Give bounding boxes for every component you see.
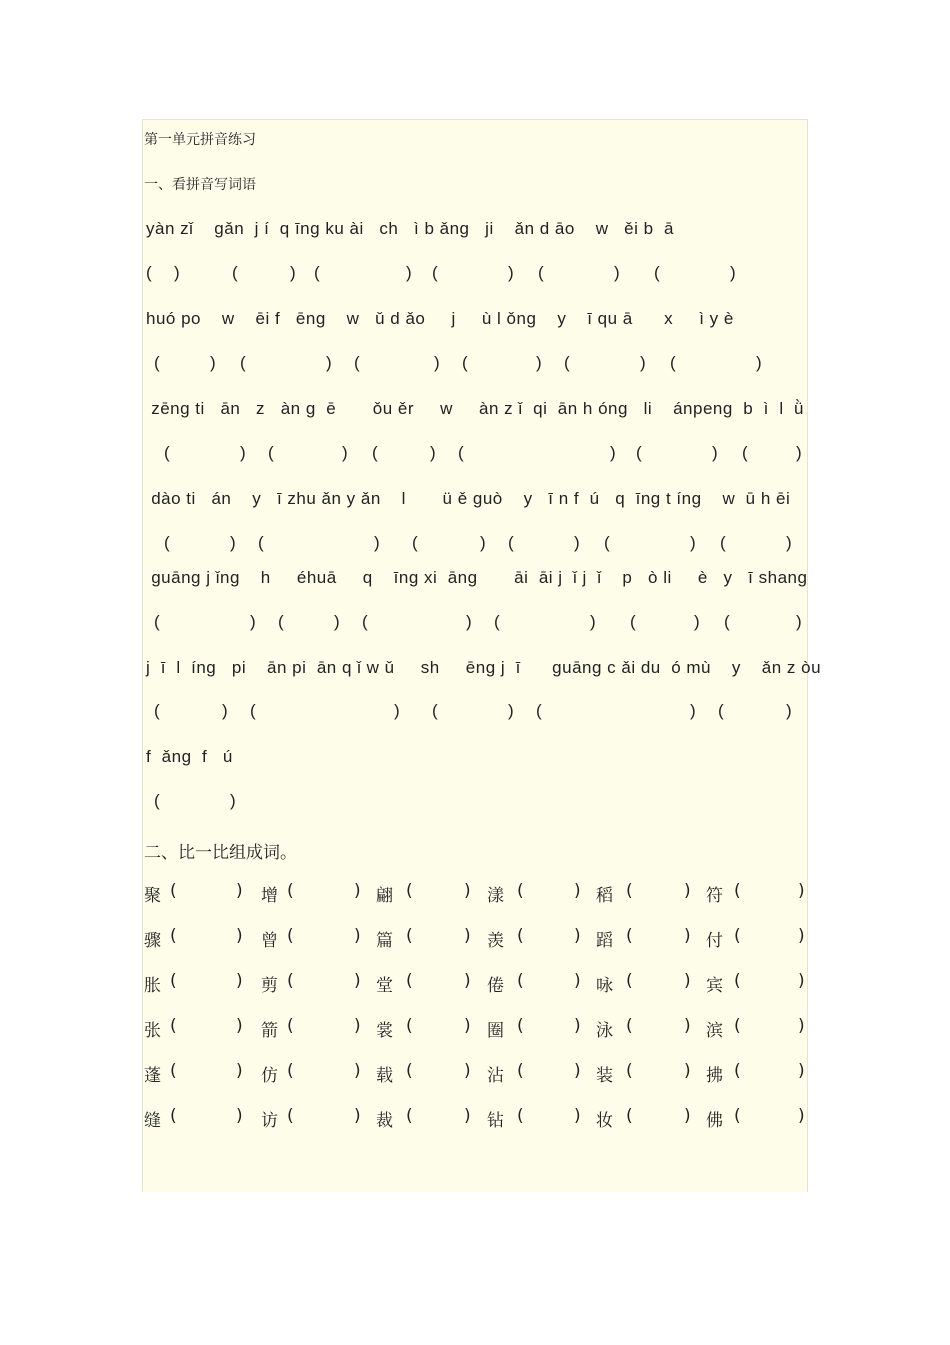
open-paren: (	[314, 263, 320, 282]
open-paren: (	[626, 971, 633, 991]
open-paren: (	[258, 533, 264, 552]
open-paren: (	[626, 926, 633, 946]
compare-character: 增	[261, 886, 278, 906]
close-paren: )	[684, 1106, 691, 1126]
close-paren: )	[222, 701, 228, 720]
open-paren: (	[287, 1016, 294, 1036]
close-paren: )	[574, 533, 580, 552]
close-paren: )	[684, 926, 691, 946]
open-paren: (	[170, 1016, 177, 1036]
open-paren: (	[287, 1061, 294, 1081]
compare-character: 骤	[144, 931, 161, 951]
compare-row	[144, 1016, 808, 1042]
close-paren: )	[610, 443, 616, 462]
compare-character: 聚	[144, 886, 161, 906]
close-paren: )	[684, 1016, 691, 1036]
open-paren: (	[287, 971, 294, 991]
open-paren: (	[670, 353, 676, 372]
close-paren: )	[798, 881, 805, 901]
open-paren: (	[406, 971, 413, 991]
close-paren: )	[430, 443, 436, 462]
answer-paren-row	[146, 443, 806, 467]
open-paren: (	[406, 881, 413, 901]
open-paren: (	[432, 263, 438, 282]
open-paren: (	[154, 791, 160, 810]
open-paren: (	[406, 1016, 413, 1036]
close-paren: )	[796, 612, 802, 631]
open-paren: (	[170, 1106, 177, 1126]
answer-paren-row	[146, 791, 806, 815]
close-paren: )	[236, 1016, 243, 1036]
pinyin-row: guāng j ǐng h éhuā q īng xi āng āi āi j ǐ j ǐ p ò li è y ī shang	[146, 568, 808, 587]
close-paren: )	[464, 971, 471, 991]
open-paren: (	[287, 881, 294, 901]
close-paren: )	[354, 881, 361, 901]
close-paren: )	[574, 926, 581, 946]
close-paren: )	[798, 1016, 805, 1036]
pinyin-row: zēng ti ān z àn g ē ǒu ěr w àn z ǐ qi ān h óng li ánpeng b ì l ǜ	[146, 399, 805, 418]
open-paren: (	[742, 443, 748, 462]
compare-row	[144, 971, 808, 997]
open-paren: (	[724, 612, 730, 631]
answer-paren-row	[146, 701, 806, 725]
close-paren: )	[354, 1016, 361, 1036]
open-paren: (	[250, 701, 256, 720]
open-paren: (	[154, 701, 160, 720]
open-paren: (	[734, 1061, 741, 1081]
open-paren: (	[146, 263, 152, 282]
open-paren: (	[287, 926, 294, 946]
open-paren: (	[458, 443, 464, 462]
close-paren: )	[464, 1106, 471, 1126]
compare-character: 缝	[144, 1111, 161, 1131]
open-paren: (	[164, 443, 170, 462]
open-paren: (	[538, 263, 544, 282]
close-paren: )	[236, 881, 243, 901]
open-paren: (	[720, 533, 726, 552]
open-paren: (	[564, 353, 570, 372]
open-paren: (	[406, 1061, 413, 1081]
open-paren: (	[372, 443, 378, 462]
close-paren: )	[236, 1061, 243, 1081]
compare-character: 访	[261, 1111, 278, 1131]
open-paren: (	[626, 1016, 633, 1036]
compare-character: 仿	[261, 1066, 278, 1086]
close-paren: )	[756, 353, 762, 372]
close-paren: )	[342, 443, 348, 462]
close-paren: )	[796, 443, 802, 462]
close-paren: )	[590, 612, 596, 631]
close-paren: )	[334, 612, 340, 631]
compare-character: 装	[596, 1066, 613, 1086]
close-paren: )	[236, 971, 243, 991]
compare-row	[144, 881, 808, 907]
close-paren: )	[464, 1061, 471, 1081]
open-paren: (	[734, 1106, 741, 1126]
compare-character: 蓬	[144, 1066, 161, 1086]
compare-character: 妆	[596, 1111, 613, 1131]
close-paren: )	[786, 701, 792, 720]
compare-character: 滨	[706, 1021, 723, 1041]
open-paren: (	[508, 533, 514, 552]
close-paren: )	[730, 263, 736, 282]
answer-paren-row	[146, 353, 806, 377]
open-paren: (	[536, 701, 542, 720]
compare-character: 宾	[706, 976, 723, 996]
open-paren: (	[626, 1061, 633, 1081]
compare-character: 载	[376, 1066, 393, 1086]
close-paren: )	[466, 612, 472, 631]
open-paren: (	[170, 1061, 177, 1081]
compare-character: 付	[706, 931, 723, 951]
compare-row	[144, 926, 808, 952]
open-paren: (	[734, 1016, 741, 1036]
compare-character: 漾	[487, 886, 504, 906]
open-paren: (	[517, 1016, 524, 1036]
close-paren: )	[480, 533, 486, 552]
open-paren: (	[626, 1106, 633, 1126]
compare-row	[144, 1061, 808, 1087]
open-paren: (	[170, 971, 177, 991]
open-paren: (	[154, 612, 160, 631]
pinyin-row: j ī l íng pi ān pi ān q ǐ w ǔ sh ēng j ī guāng c ǎi du ó mù y ǎn z òu	[146, 658, 822, 677]
close-paren: )	[464, 881, 471, 901]
open-paren: (	[354, 353, 360, 372]
answer-paren-row	[146, 533, 806, 557]
compare-character: 佛	[706, 1111, 723, 1131]
close-paren: )	[690, 701, 696, 720]
close-paren: )	[508, 263, 514, 282]
close-paren: )	[684, 971, 691, 991]
compare-character: 沾	[487, 1066, 504, 1086]
worksheet-title: 第一单元拼音练习	[144, 132, 256, 148]
close-paren: )	[574, 881, 581, 901]
close-paren: )	[508, 701, 514, 720]
close-paren: )	[690, 533, 696, 552]
close-paren: )	[210, 353, 216, 372]
close-paren: )	[464, 926, 471, 946]
compare-character: 剪	[261, 976, 278, 996]
open-paren: (	[462, 353, 468, 372]
close-paren: )	[536, 353, 542, 372]
compare-character: 蹈	[596, 931, 613, 951]
answer-paren-row	[146, 263, 806, 287]
open-paren: (	[718, 701, 724, 720]
close-paren: )	[354, 926, 361, 946]
open-paren: (	[406, 926, 413, 946]
close-paren: )	[434, 353, 440, 372]
section1-heading: 一、看拼音写词语	[144, 177, 256, 193]
close-paren: )	[574, 1016, 581, 1036]
close-paren: )	[798, 926, 805, 946]
open-paren: (	[164, 533, 170, 552]
open-paren: (	[170, 926, 177, 946]
close-paren: )	[250, 612, 256, 631]
close-paren: )	[684, 881, 691, 901]
open-paren: (	[734, 926, 741, 946]
compare-character: 咏	[596, 976, 613, 996]
compare-character: 堂	[376, 976, 393, 996]
compare-character: 张	[144, 1021, 161, 1041]
compare-character: 符	[706, 886, 723, 906]
open-paren: (	[734, 971, 741, 991]
compare-character: 裳	[376, 1021, 393, 1041]
answer-paren-row	[146, 612, 806, 636]
compare-character: 稻	[596, 886, 613, 906]
close-paren: )	[354, 1061, 361, 1081]
close-paren: )	[230, 791, 236, 810]
close-paren: )	[230, 533, 236, 552]
open-paren: (	[287, 1106, 294, 1126]
close-paren: )	[614, 263, 620, 282]
compare-character: 羡	[487, 931, 504, 951]
close-paren: )	[798, 1106, 805, 1126]
close-paren: )	[464, 1016, 471, 1036]
compare-character: 翩	[376, 886, 393, 906]
open-paren: (	[517, 1106, 524, 1126]
close-paren: )	[174, 263, 180, 282]
compare-character: 圈	[487, 1021, 504, 1041]
open-paren: (	[517, 971, 524, 991]
close-paren: )	[406, 263, 412, 282]
open-paren: (	[654, 263, 660, 282]
open-paren: (	[412, 533, 418, 552]
close-paren: )	[574, 1061, 581, 1081]
close-paren: )	[374, 533, 380, 552]
open-paren: (	[604, 533, 610, 552]
close-paren: )	[240, 443, 246, 462]
open-paren: (	[232, 263, 238, 282]
compare-character: 胀	[144, 976, 161, 996]
compare-character: 拂	[706, 1066, 723, 1086]
close-paren: )	[394, 701, 400, 720]
open-paren: (	[240, 353, 246, 372]
compare-character: 裁	[376, 1111, 393, 1131]
pinyin-row: f ǎng f ú	[146, 747, 233, 766]
open-paren: (	[154, 353, 160, 372]
open-paren: (	[734, 881, 741, 901]
open-paren: (	[432, 701, 438, 720]
close-paren: )	[236, 1106, 243, 1126]
compare-row	[144, 1106, 808, 1132]
compare-character: 泳	[596, 1021, 613, 1041]
close-paren: )	[326, 353, 332, 372]
open-paren: (	[517, 881, 524, 901]
open-paren: (	[268, 443, 274, 462]
close-paren: )	[694, 612, 700, 631]
close-paren: )	[574, 1106, 581, 1126]
close-paren: )	[354, 971, 361, 991]
open-paren: (	[170, 881, 177, 901]
section2-heading: 二、比一比组成词。	[144, 843, 297, 863]
open-paren: (	[626, 881, 633, 901]
open-paren: (	[517, 1061, 524, 1081]
close-paren: )	[290, 263, 296, 282]
pinyin-row: yàn zǐ gǎn j í q īng ku ài ch ì b ǎng ji ǎn d āo w ěi b ā	[146, 219, 674, 238]
open-paren: (	[494, 612, 500, 631]
compare-character: 倦	[487, 976, 504, 996]
open-paren: (	[406, 1106, 413, 1126]
close-paren: )	[684, 1061, 691, 1081]
compare-character: 箭	[261, 1021, 278, 1041]
close-paren: )	[354, 1106, 361, 1126]
open-paren: (	[362, 612, 368, 631]
close-paren: )	[786, 533, 792, 552]
close-paren: )	[574, 971, 581, 991]
close-paren: )	[798, 971, 805, 991]
open-paren: (	[278, 612, 284, 631]
close-paren: )	[712, 443, 718, 462]
compare-character: 曾	[261, 931, 278, 951]
open-paren: (	[630, 612, 636, 631]
pinyin-row: huó po w ēi f ēng w ǔ d ǎo j ù l ǒng y ī qu ā x ì y è	[146, 309, 734, 328]
compare-character: 篇	[376, 931, 393, 951]
compare-character: 钻	[487, 1111, 504, 1131]
open-paren: (	[517, 926, 524, 946]
close-paren: )	[640, 353, 646, 372]
close-paren: )	[236, 926, 243, 946]
close-paren: )	[798, 1061, 805, 1081]
pinyin-row: dào ti án y ī zhu ǎn y ǎn l ü ě guò y ī n f ú q īng t íng w ū h ēi	[146, 489, 791, 508]
open-paren: (	[636, 443, 642, 462]
